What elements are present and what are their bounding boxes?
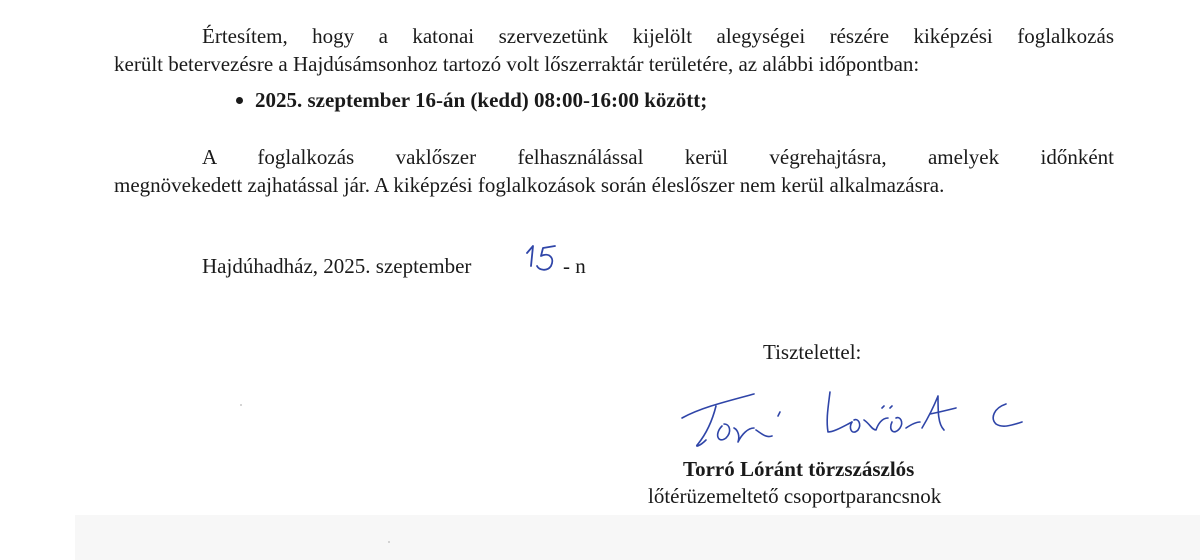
scan-speck xyxy=(240,404,242,406)
paragraph-details-line-2: megnövekedett zajhatással jár. A kiképzési foglalkozások során éleslőszer nem kerül alkalmazásra. xyxy=(114,173,945,197)
paragraph-notice-line-2: került betervezésre a Hajdúsámsonhoz tartozó volt lőszerraktár területére, az alábbi időpontban: xyxy=(114,52,920,76)
paragraph-details xyxy=(114,143,1114,199)
schedule-bullet-item xyxy=(236,86,707,114)
signer-name: Torró Lóránt törzszászlós xyxy=(683,457,915,481)
place-date-prefix: Hajdúhadház, 2025. szeptember xyxy=(202,254,472,278)
paragraph-notice xyxy=(114,22,1114,78)
scan-speck xyxy=(388,541,390,543)
schedule-bullet-text: 2025. szeptember 16-án (kedd) 08:00-16:00 között; xyxy=(255,88,708,112)
place-date-suffix: - n xyxy=(563,254,586,278)
paragraph-notice-line-1: Értesítem, hogy a katonai szervezetünk kijelölt alegységei részére kiképzési foglalkozás xyxy=(202,24,1114,48)
bullet-dot-icon xyxy=(236,97,243,104)
closing-salutation: Tisztelettel: xyxy=(763,340,862,364)
scan-margin-shade xyxy=(75,515,1200,560)
handwritten-signature xyxy=(676,378,1036,458)
paragraph-details-line-1: A foglalkozás vaklőszer felhasználással kerül végrehajtásra, amelyek időnként xyxy=(202,145,1114,169)
signer-title: lőtérüzemeltető csoportparancsnok xyxy=(648,484,942,508)
